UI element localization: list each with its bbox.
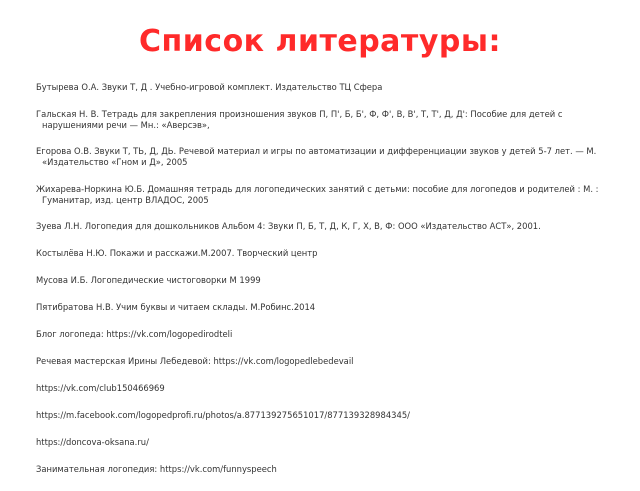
reference-link: https://doncova-oksana.ru/ [36, 437, 149, 447]
reference-link: https://vk.com/club150466969 [36, 383, 165, 393]
slide-title: Список литературы: [139, 24, 501, 59]
reference-item: Костылёва Н.Ю. Покажи и расскажи.М.2007. Творческий центр [36, 248, 318, 258]
reference-link: Блог логопеда: https://vk.com/logopedirodteli [36, 329, 233, 339]
reference-link: Занимательная логопедия: https://vk.com/funnyspeech [36, 464, 277, 474]
reference-item: Мусова И.Б. Логопедические чистоговорки М 1999 [36, 275, 261, 285]
reference-link: https://m.facebook.com/logopedprofi.ru/photos/a.877139275651017/877139328984345/ [36, 410, 410, 420]
reference-list [36, 82, 606, 491]
reference-item: Бутырева О.А. Звуки Т, Д . Учебно-игровой комплект. Издательство ТЦ Сфера [36, 82, 383, 92]
reference-item: Жихарева-Норкина Ю.Б. Домашняя тетрадь для логопедических занятий с детьми: пособие для логопедов и родителей : М. : Гуманитар, изд. центр ВЛАДОС, 2005 [36, 183, 599, 205]
reference-item: Гальская Н. В. Тетрадь для закрепления произношения звуков П, П', Б, Б', Ф, Ф', В, В', Т, Т', Д, Д': Пособие для детей с нарушениями речи — Мн.: «Аверсэв», [36, 108, 563, 130]
reference-item: Пятибратова Н.В. Учим буквы и читаем склады. М.Робинс.2014 [36, 302, 316, 312]
reference-item: Егорова О.В. Звуки Т, ТЬ, Д, ДЬ. Речевой материал и игры по автоматизации и дифференциации звуков у детей 5-7 лет. — М. «Издательство «Гном и Д», 2005 [36, 146, 597, 167]
reference-item: Зуева Л.Н. Логопедия для дошкольников Альбом 4: Звуки П, Б, Т, Д, К, Г, Х, В, Ф: ООО «Издательство АСТ», 2001. [36, 221, 541, 231]
reference-link: Речевая мастерская Ирины Лебедевой: https://vk.com/logopedlebedevail [36, 356, 354, 366]
